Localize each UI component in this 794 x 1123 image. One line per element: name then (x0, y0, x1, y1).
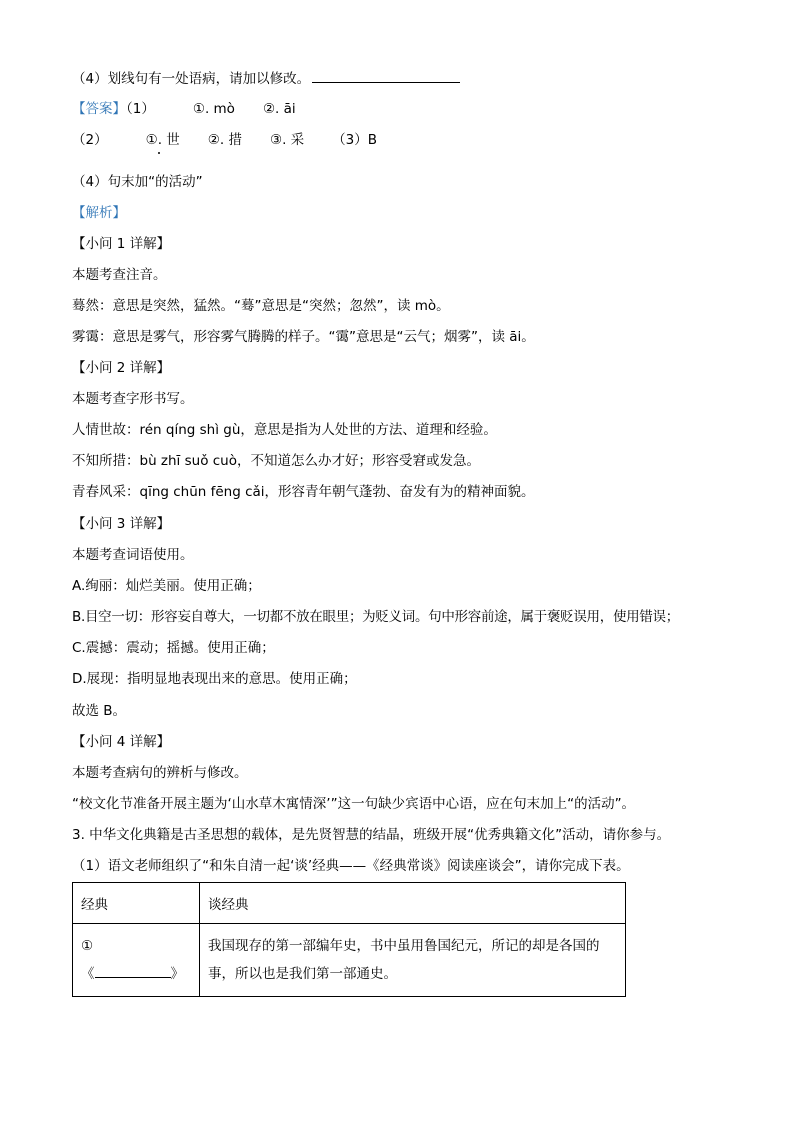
section-1-title: 【小问 1 详解】 (72, 236, 171, 252)
section-3-line: 本题考查词语使用。 (72, 547, 194, 563)
table-cell-classic: ① 《 》 (73, 924, 200, 997)
question-3-intro: 3. 中华文化典籍是古圣思想的载体，是先贤智慧的结晶，班级开展“优秀典籍文化”活动，请你参与。 (72, 827, 671, 843)
table-row (73, 924, 626, 997)
answer-2-b: ②. 措 (207, 132, 242, 148)
table-header-cell: 谈经典 (200, 883, 626, 924)
section-3-line: A.绚丽：灿烂美丽。使用正确； (72, 578, 261, 594)
question-4-prompt: （4）划线句有一处语病，请加以修改。 (72, 68, 460, 88)
section-1-line: 蓦然：意思是突然，猛然。“蓦”意思是“突然；忽然”，读 mò。 (72, 298, 450, 314)
section-3-line: 故选 B。 (72, 703, 127, 719)
answer-line-1: 【答案】（1） ①. mò ②. āi (72, 101, 296, 117)
question-3-part-1: （1）语文老师组织了“和朱自清一起‘谈’经典——《经典常谈》阅读座谈会”，请你完成下表。 (72, 858, 630, 874)
classics-table (72, 882, 626, 997)
table-cell-description: 我国现存的第一部编年史，书中虽用鲁国纪元，所记的却是各国的 事，所以也是我们第一部通史。 (200, 924, 626, 997)
analysis-tag: 【解析】 (72, 205, 126, 221)
section-4-line: 本题考查病句的辨析与修改。 (72, 765, 248, 781)
answer-4: （4）句末加“的活动” (72, 174, 203, 190)
section-2-line: 人情世故：rén qíng shì gù，意思是指为人处世的方法、道理和经验。 (72, 422, 497, 438)
section-2-title: 【小问 2 详解】 (72, 360, 171, 376)
answer-1-b: ②. āi (262, 101, 296, 117)
table-header-row (73, 883, 626, 924)
section-3-line: C.震撼：震动；摇撼。使用正确； (72, 640, 275, 656)
answer-tag: 【答案】 (72, 101, 126, 117)
section-1-line: 雾霭：意思是雾气，形容雾气腾腾的样子。“霭”意思是“云气；烟雾”，读 āi。 (72, 329, 535, 345)
section-3-title: 【小问 3 详解】 (72, 516, 171, 532)
classic-name-blank (95, 963, 171, 978)
answer-1-a: ①. mò (192, 101, 235, 117)
section-2-line: 本题考查字形书写。 (72, 391, 194, 407)
answer-2-a: ①. 世 (145, 132, 180, 148)
section-1-line: 本题考查注音。 (72, 267, 167, 283)
answer-line-2: （2） ①. 世 ②. 措 ③. 采 （3）B (72, 132, 378, 148)
answer-blank (312, 68, 460, 83)
table-header-cell: 经典 (73, 883, 200, 924)
section-3-line: D.展现：指明显地表现出来的意思。使用正确； (72, 671, 357, 687)
section-2-line: 不知所措：bù zhī suǒ cuò，不知道怎么办才好；形容受窘或发急。 (72, 453, 480, 469)
answer-3: （3）B (332, 132, 378, 148)
section-4-line: “校文化节准备开展主题为‘山水草木寓情深’”这一句缺少宾语中心语，应在句末加上“的活动”。 (72, 796, 636, 812)
section-4-title: 【小问 4 详解】 (72, 734, 171, 750)
section-2-line: 青春风采：qīng chūn fēng cǎi，形容青年朝气蓬勃、奋发有为的精神面貌。 (72, 484, 535, 500)
section-3-line: B.目空一切：形容妄自尊大，一切都不放在眼里；为贬义词。句中形容前途，属于褒贬误用，使用错误； (72, 609, 679, 625)
answer-2-c: ③. 采 (269, 132, 305, 148)
